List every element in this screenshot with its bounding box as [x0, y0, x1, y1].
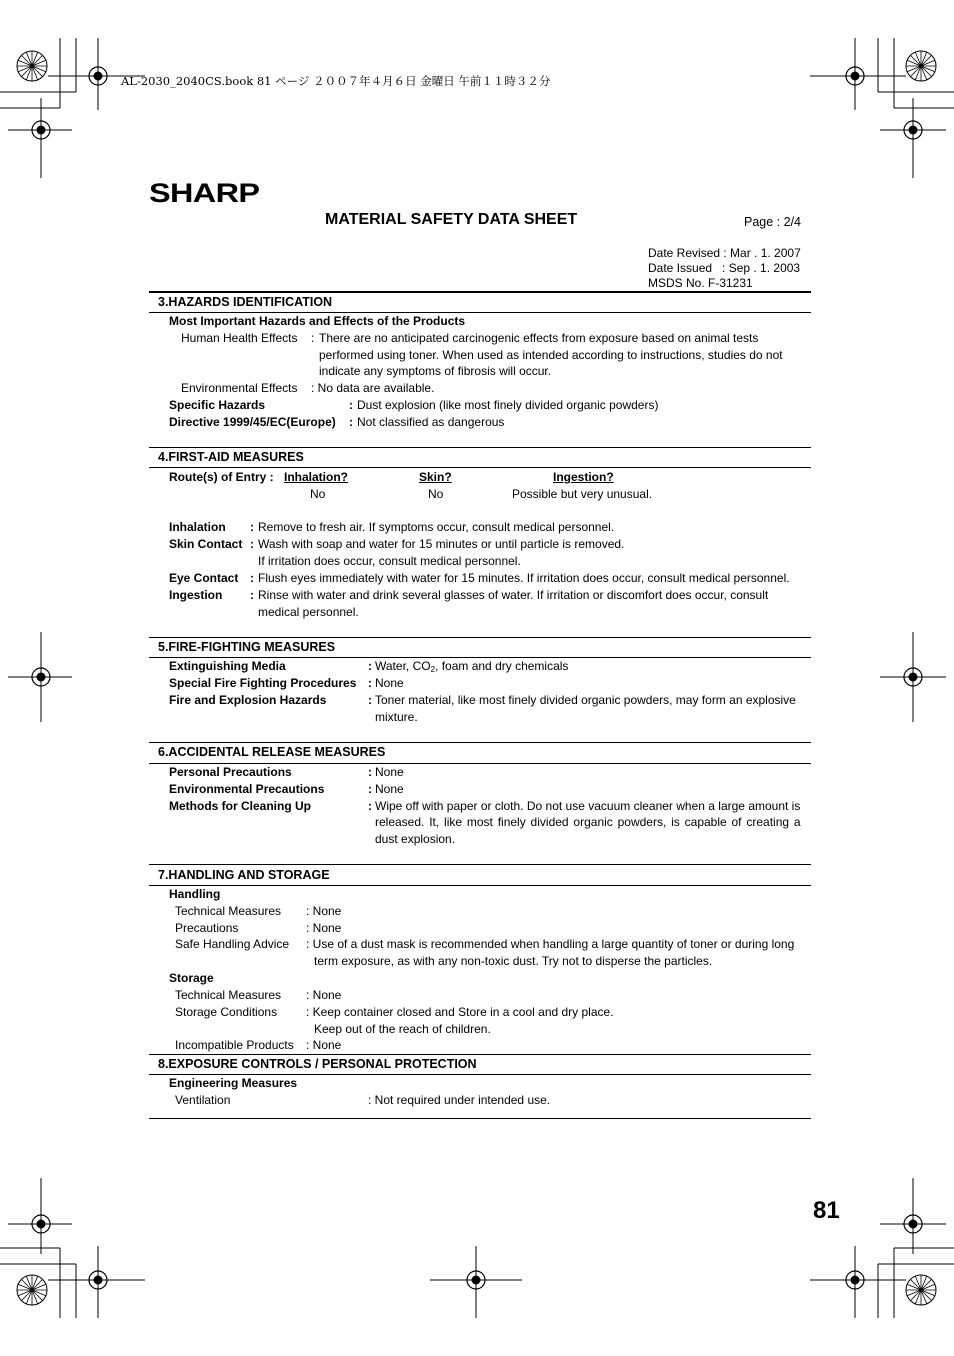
storage-conditions-line-2: Keep out of the reach of children. [314, 1022, 491, 1036]
storage-conditions-label: Storage Conditions [175, 1005, 278, 1019]
environmental-precautions-label: Environmental Precautions [169, 782, 325, 796]
storage-technical-value: : None [306, 988, 342, 1002]
divider [149, 637, 811, 638]
directive-value: Not classified as dangerous [357, 415, 505, 429]
section-7-title: 7.HANDLING AND STORAGE [158, 868, 330, 882]
divider [149, 742, 811, 743]
colon: : [349, 398, 353, 412]
environmental-effects-label: Environmental Effects [181, 381, 298, 395]
date-issued: Date Issued : Sep . 1. 2003 [648, 261, 801, 275]
col-ingestion: Ingestion? [553, 470, 614, 484]
section-3-title: 3.HAZARDS IDENTIFICATION [158, 295, 333, 309]
colon: : [368, 765, 372, 779]
divider [149, 467, 811, 468]
environmental-effects-value: : No data are available. [311, 381, 435, 395]
storage-technical-label: Technical Measures [175, 988, 282, 1002]
media-subscript: 2 [430, 665, 436, 674]
media-text-post: , foam and dry chemicals [435, 659, 569, 673]
inhalation-value: Remove to fresh air. If symptoms occur, consult medical personnel. [258, 520, 615, 534]
eye-contact-value: Flush eyes immediately with water for 15 minutes. If irritation does occur, consult medical personnel. [258, 571, 790, 585]
extinguishing-media-value [375, 658, 568, 678]
safe-handling-label: Safe Handling Advice [175, 937, 290, 951]
msds-number: MSDS No. F-31231 [648, 276, 753, 290]
ventilation-value: : Not required under intended use. [368, 1093, 551, 1107]
technical-measures-label: Technical Measures [175, 904, 282, 918]
storage-heading: Storage [169, 971, 214, 985]
technical-measures-value: : None [306, 904, 342, 918]
human-health-line-1: There are no anticipated carcinogenic effects from exposure based on animal tests [319, 331, 759, 345]
directive-label: Directive 1999/45/EC(Europe) [169, 415, 336, 429]
safe-handling-line-1: : Use of a dust mask is recommended when handling a large quantity of toner or during long [306, 937, 795, 951]
divider [149, 1118, 811, 1119]
page-number: 81 [813, 1197, 840, 1224]
colon: : [250, 588, 254, 602]
skin-contact-label: Skin Contact [169, 537, 243, 551]
colon: : [368, 676, 372, 690]
ventilation-label: Ventilation [175, 1093, 231, 1107]
ingestion-label: Ingestion [169, 588, 223, 602]
incompatible-products-label: Incompatible Products [175, 1038, 294, 1052]
ingestion-line-2: medical personnel. [258, 605, 359, 619]
personal-precautions-value: None [375, 765, 404, 779]
val-inhalation: No [310, 487, 326, 501]
colon: : [368, 782, 372, 796]
route-of-entry-label: Route(s) of Entry : [169, 470, 274, 484]
s3-subheading: Most Important Hazards and Effects of the Products [169, 314, 466, 328]
human-health-line-3: indicate any symptoms of fibrosis will occur. [319, 364, 552, 378]
page-info: Page : 2/4 [744, 215, 801, 229]
cleaning-methods-line-1: Wipe off with paper or cloth. Do not use vacuum cleaner when a large amount is [375, 799, 801, 813]
cleaning-methods-label: Methods for Cleaning Up [169, 799, 311, 813]
cleaning-methods-line-2: released. It, like most finely divided organic powders, is capable of creating a [375, 815, 801, 829]
inhalation-label: Inhalation [169, 520, 226, 534]
specific-hazards-label: Specific Hazards [169, 398, 266, 412]
skin-contact-line-1: Wash with soap and water for 15 minutes or until particle is removed. [258, 537, 625, 551]
ingestion-line-1: Rinse with water and drink several glasses of water. If irritation or discomfort does occur, consult [258, 588, 769, 602]
divider [149, 1054, 811, 1055]
incompatible-products-value: : None [306, 1038, 342, 1052]
colon: : [250, 537, 254, 551]
precautions-value: : None [306, 921, 342, 935]
fire-explosion-label: Fire and Explosion Hazards [169, 693, 327, 707]
colon: : [349, 415, 353, 429]
val-ingestion: Possible but very unusual. [512, 487, 653, 501]
storage-conditions-line-1: : Keep container closed and Store in a cool and dry place. [306, 1005, 614, 1019]
engineering-measures-heading: Engineering Measures [169, 1076, 298, 1090]
fire-explosion-line-2: mixture. [375, 710, 418, 724]
fire-explosion-line-1: Toner material, like most finely divided organic powders, may form an explosive [375, 693, 796, 707]
colon: : [311, 331, 315, 345]
colon: : [250, 571, 254, 585]
colon: : [368, 693, 372, 707]
cleaning-methods-line-3: dust explosion. [375, 832, 456, 846]
section-5-title: 5.FIRE-FIGHTING MEASURES [158, 640, 336, 654]
handling-heading: Handling [169, 887, 221, 901]
special-procedures-value: None [375, 676, 404, 690]
section-8-title: 8.EXPOSURE CONTROLS / PERSONAL PROTECTION [158, 1057, 477, 1071]
date-revised: Date Revised : Mar . 1. 2007 [648, 246, 801, 260]
doc-title: MATERIAL SAFETY DATA SHEET [325, 211, 578, 228]
colon: : [368, 659, 372, 673]
divider [149, 885, 811, 886]
personal-precautions-label: Personal Precautions [169, 765, 292, 779]
col-inhalation: Inhalation? [284, 470, 348, 484]
human-health-label: Human Health Effects [181, 331, 298, 345]
section-6-title: 6.ACCIDENTAL RELEASE MEASURES [158, 745, 386, 759]
precautions-label: Precautions [175, 921, 239, 935]
skin-contact-line-2: If irritation does occur, consult medical personnel. [258, 554, 521, 568]
specific-hazards-value: Dust explosion (like most finely divided organic powders) [357, 398, 659, 412]
val-skin: No [428, 487, 444, 501]
human-health-line-2: performed using toner. When used as intended according to instructions, studies do not [319, 348, 783, 362]
print-header: AL-2030_2040CS.book 81 ページ ２００７年４月６日 金曜日 午前１１時３２分 [121, 74, 551, 88]
special-procedures-label: Special Fire Fighting Procedures [169, 676, 357, 690]
divider [149, 291, 811, 293]
extinguishing-media-label: Extinguishing Media [169, 659, 286, 673]
environmental-precautions-value: None [375, 782, 404, 796]
media-text-pre: Water, CO [375, 659, 431, 673]
sharp-logo: SHARP [149, 178, 260, 208]
divider [149, 447, 811, 448]
eye-contact-label: Eye Contact [169, 571, 239, 585]
safe-handling-line-2: term exposure, as with any non-toxic dust. Try not to disperse the particles. [314, 954, 713, 968]
colon: : [368, 799, 372, 813]
col-skin: Skin? [419, 470, 452, 484]
colon: : [250, 520, 254, 534]
divider [149, 864, 811, 865]
section-4-title: 4.FIRST-AID MEASURES [158, 450, 304, 464]
